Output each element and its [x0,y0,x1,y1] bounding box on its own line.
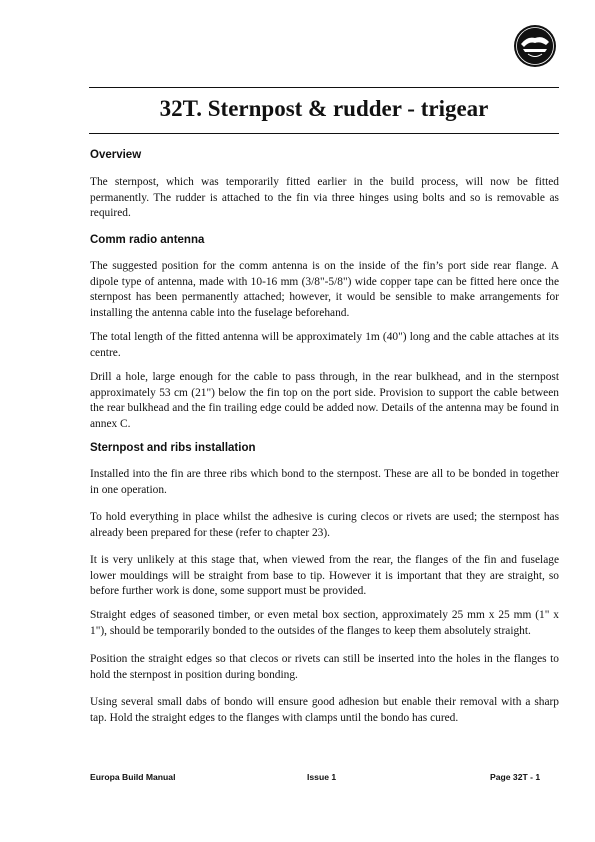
footer-issue: Issue 1 [307,772,337,782]
paragraph: The suggested position for the comm antenna is on the inside of the fin’s port side rear flange. A dipole type of antenna, made with 10-16 mm (3/8"-5/8") wide copper tape can be fitted here once the sternpost has been permanently attached; however, it would be sensible to make arrangements for installing the antenna cable into the fuselage beforehand. [90,260,559,319]
title-rule-top [89,87,559,88]
paragraph: The sternpost, which was temporarily fitted earlier in the build process, will now be fitted permanently. The rudder is attached to the fin via three hinges using bolts and so is removable as required. [90,176,559,219]
paragraph: To hold everything in place whilst the adhesive is curing clecos or rivets are used; the sternpost has already been prepared for these (refer to chapter 23). [90,511,559,539]
paragraph: Using several small dabs of bondo will ensure good adhesion but enable their removal with a sharp tap. Hold the straight edges to the flanges with clamps until the bondo has cured. [90,696,559,724]
footer-manual-name: Europa Build Manual [90,772,176,782]
section-heading-ribs: Sternpost and ribs installation [90,442,256,454]
title-rule-bottom [89,133,559,134]
section-heading-antenna: Comm radio antenna [90,234,205,246]
europa-logo-icon [513,24,557,68]
page-title: 32T. Sternpost & rudder - trigear [159,96,489,121]
section-heading-overview: Overview [90,149,142,161]
paragraph: Position the straight edges so that clecos or rivets can still be inserted into the holes in the flanges to hold the sternpost in position during bonding. [90,653,559,681]
paragraph: It is very unlikely at this stage that, when viewed from the rear, the flanges of the fin and fuselage lower mouldings will be straight from base to tip. However it is important that they are straight, so before further work is done, some support must be provided. [90,554,559,597]
paragraph: Drill a hole, large enough for the cable to pass through, in the rear bulkhead, and in the sternpost approximately 53 cm (21") below the fin top on the port side. Provision to support the cable between the rear bulkhead and the fin trailing edge could be added now. Details of the antenna may be found in annex C. [90,371,559,430]
footer-page-number: Page 32T - 1 [490,772,541,782]
paragraph: Installed into the fin are three ribs which bond to the sternpost. These are all to be bonded in together in one operation. [90,468,559,496]
paragraph: The total length of the fitted antenna will be approximately 1m (40") long and the cable attaches at its centre. [90,331,559,359]
paragraph: Straight edges of seasoned timber, or even metal box section, approximately 25 mm x 25 mm (1" x 1"), should be temporarily bonded to the outsides of the flanges to keep them absolutely straight. [90,609,559,637]
